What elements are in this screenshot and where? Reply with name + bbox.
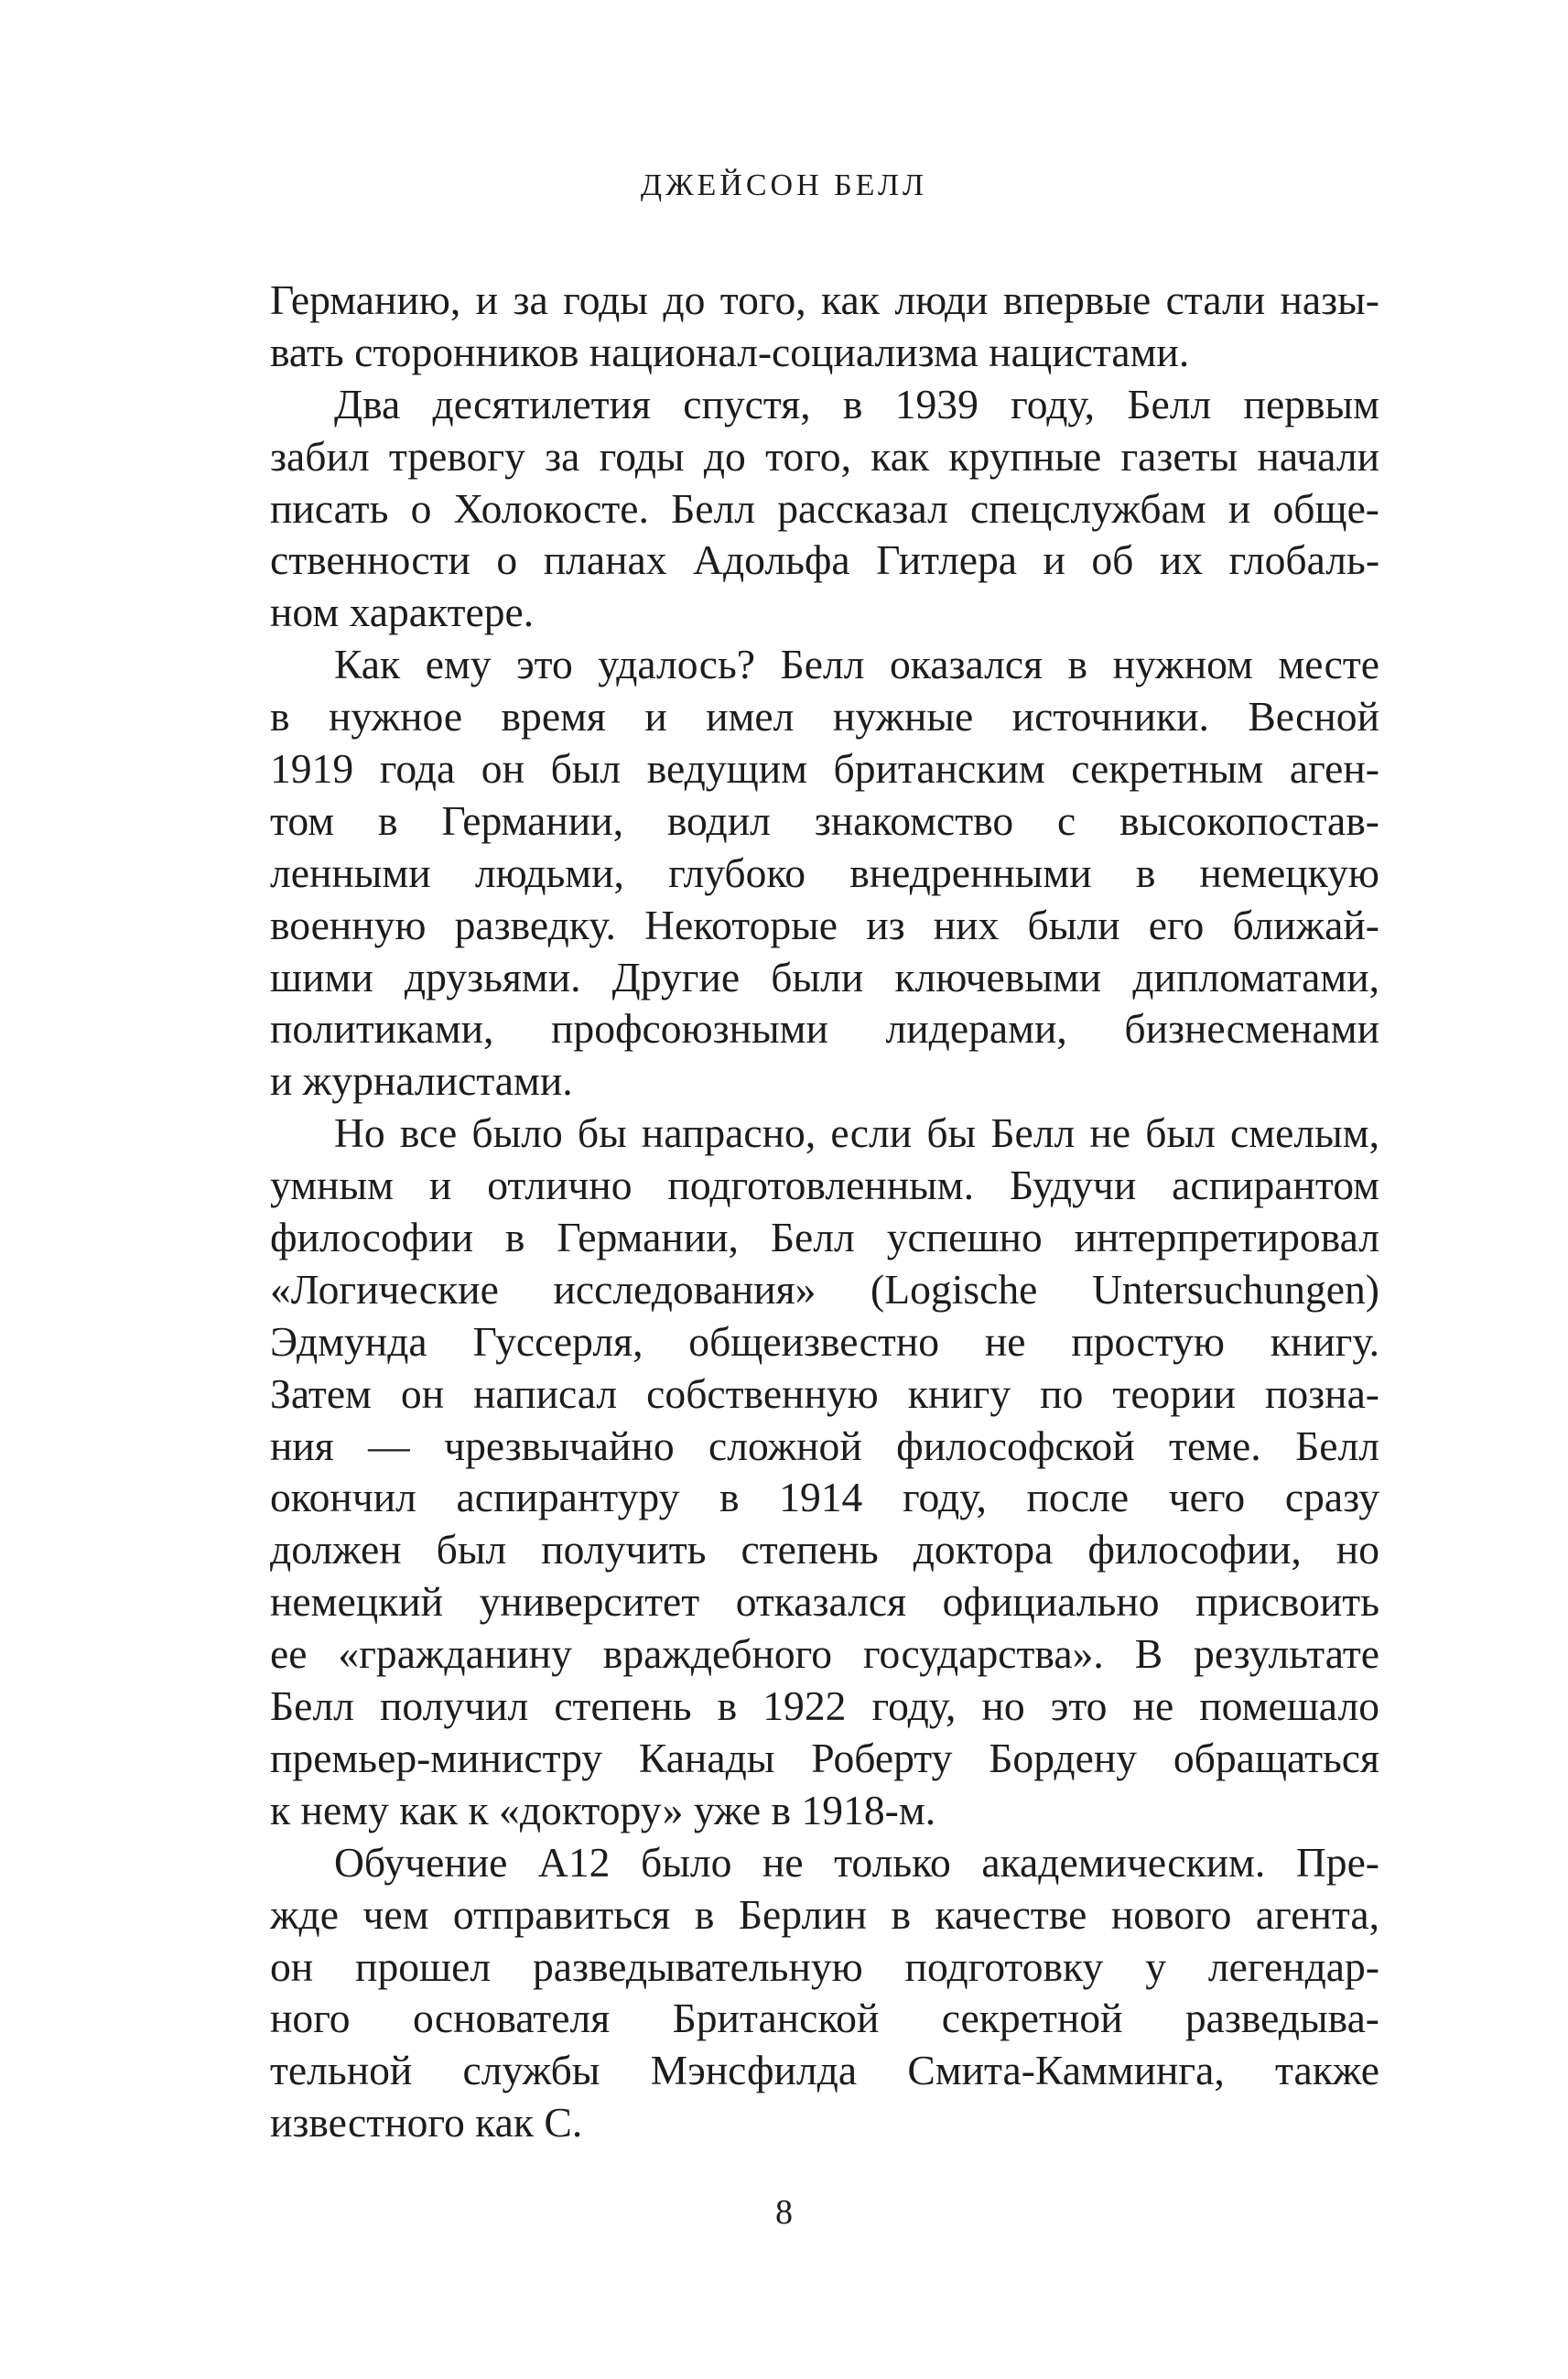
text-line: Затем он написал собственную книгу по теории позна- bbox=[270, 1369, 1379, 1417]
text-line: Два десятилетия спустя, в 1939 году, Белл первым bbox=[334, 380, 1379, 427]
text-line: ленными людьми, глубоко внедренными в немецкую bbox=[270, 849, 1379, 896]
text-line: военную разведку. Некоторые из них были его ближай- bbox=[270, 901, 1379, 948]
text-line: ного основателя Британской секретной разведыва- bbox=[270, 1995, 1379, 2042]
paragraph bbox=[270, 275, 1379, 379]
text-line: ее «гражданину враждебного государства». В результате bbox=[270, 1630, 1379, 1678]
page-number: 8 bbox=[775, 2193, 793, 2232]
text-line: Белл получил степень в 1922 году, но это не помешало bbox=[270, 1682, 1379, 1730]
text-line: ном характере. bbox=[270, 589, 535, 636]
text-line: жде чем отправиться в Берлин в качестве нового агента, bbox=[270, 1890, 1379, 1938]
text-line: немецкий университет отказался официально присвоить bbox=[270, 1578, 1379, 1626]
text-line: премьер-министру Канады Роберту Бордену обращаться bbox=[270, 1734, 1379, 1781]
text-line: Обучение А12 было не только академическим. Пре- bbox=[334, 1838, 1379, 1886]
text-line: должен был получить степень доктора философии, но bbox=[270, 1526, 1379, 1573]
text-line: философии в Германии, Белл успешно интерпретировал bbox=[270, 1214, 1379, 1261]
text-line: ния — чрезвычайно сложной философской теме. Белл bbox=[270, 1422, 1379, 1469]
text-line: Но все было бы напрасно, если бы Белл не был смелым, bbox=[334, 1109, 1379, 1157]
text-line: тельной службы Мэнсфилда Смита-Камминга, также bbox=[270, 2047, 1379, 2094]
paragraph bbox=[270, 379, 1379, 639]
text-line: Эдмунда Гуссерля, общеизвестно не простую книгу. bbox=[270, 1317, 1379, 1365]
text-line: окончил аспирантуру в 1914 году, после чего сразу bbox=[270, 1474, 1379, 1521]
text-line: и журналистами. bbox=[270, 1057, 573, 1105]
text-line: шими друзьями. Другие были ключевыми дипломатами, bbox=[270, 953, 1379, 1000]
text-line: Германию, и за годы до того, как люди впервые стали назы- bbox=[270, 276, 1379, 323]
text-line: в нужное время и имел нужные источники. Весной bbox=[270, 693, 1379, 741]
text-line: том в Германии, водил знакомство с высокопостав- bbox=[270, 796, 1379, 844]
text-line: 1919 года он был ведущим британским секретным аген- bbox=[270, 745, 1379, 793]
text-line: писать о Холокосте. Белл рассказал спецслужбам и обще- bbox=[270, 484, 1379, 532]
text-line: умным и отлично подготовленным. Будучи аспирантом bbox=[270, 1162, 1379, 1209]
text-line: известного как С. bbox=[270, 2099, 583, 2147]
paragraph bbox=[270, 1108, 1379, 1836]
text-line: к нему как к «доктору» уже в 1918-м. bbox=[270, 1786, 936, 1833]
text-line: Как ему это удалось? Белл оказался в нужном месте bbox=[334, 641, 1379, 688]
text-line: забил тревогу за годы до того, как крупные газеты начали bbox=[270, 432, 1379, 480]
text-line: политиками, профсоюзными лидерами, бизнесменами bbox=[270, 1005, 1379, 1053]
paragraph bbox=[270, 1837, 1379, 2149]
text-line: ственности о планах Адольфа Гитлера и об их глобаль- bbox=[270, 536, 1379, 584]
text-line: «Логические исследования» (Logische Untersuchungen) bbox=[270, 1265, 1379, 1313]
body-text bbox=[270, 275, 1379, 2149]
running-head: ДЖЕЙСОН БЕЛЛ bbox=[640, 168, 928, 202]
text-line: вать сторонников национал-социализма нацистами. bbox=[270, 328, 1190, 375]
text-line: он прошел разведывательную подготовку у легендар- bbox=[270, 1942, 1379, 1990]
paragraph bbox=[270, 639, 1379, 1108]
